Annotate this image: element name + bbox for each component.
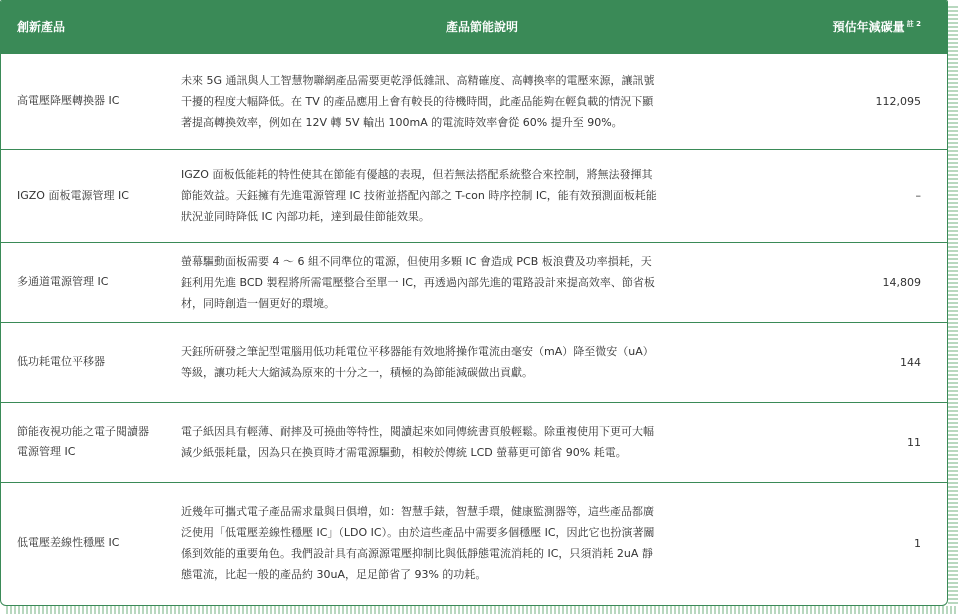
table-row	[1, 482, 947, 604]
row-description: 螢幕驅動面板需要 4 ～ 6 組不同準位的電源，但使用多顆 IC 會造成 PCB 板浪費及功率損耗，天鈺利用先進 BCD 製程將所需電壓整合至單一 IC，再透過內部先進的電路設計來提高效率、節省板材，同時創造一個更好的環境。	[167, 242, 797, 322]
row-reduction-value: –	[797, 149, 947, 242]
row-product-name: 低功耗電位平移器	[1, 322, 167, 402]
frame-shadow-bottom	[6, 606, 958, 614]
row-description: 電子紙因具有輕薄、耐摔及可撓曲等特性，閱讀起來如同傳統書頁般輕鬆。除重複使用下更可大幅減少紙張耗量，因為只在換頁時才需電源驅動，相較於傳統 LCD 螢幕更可節省 90% 耗電。	[167, 402, 797, 482]
table-row	[1, 149, 947, 242]
row-reduction-value: 1	[797, 482, 947, 604]
header-description: 產品節能說明	[445, 20, 518, 35]
table-header-row	[1, 1, 947, 53]
product-energy-table	[1, 1, 947, 604]
row-product-name: 多通道電源管理 IC	[1, 242, 167, 322]
table-row	[1, 53, 947, 149]
row-description: 未來 5G 通訊與人工智慧物聯網產品需要更乾淨低雜訊、高精確度、高轉換率的電壓來源，讓訊號干擾的程度大幅降低。在 TV 的產品應用上會有較長的待機時間，此產品能夠在輕負載的情況下顯著提高轉換效率，例如在 12V 轉 5V 輸出 100mA 的電流時效率會從 60% 提升至 90%。	[167, 53, 797, 149]
row-product-name: 低電壓差線性穩壓 IC	[1, 482, 167, 604]
table-row	[1, 322, 947, 402]
frame-shadow-right	[948, 6, 958, 612]
row-product-name: IGZO 面板電源管理 IC	[1, 149, 167, 242]
row-reduction-value: 112,095	[797, 53, 947, 149]
header-reduction-note: 註 2	[906, 20, 921, 29]
row-reduction-value: 14,809	[797, 242, 947, 322]
row-description: IGZO 面板低能耗的特性使其在節能有優越的表現，但若無法搭配系統整合來控制，將無法發揮其節能效益。天鈺擁有先進電源管理 IC 技術並搭配內部之 T-con 時序控制 IC，能有效預測面板耗能狀況並同時降低 IC 內部功耗，達到最佳節能效果。	[167, 149, 797, 242]
row-reduction-value: 11	[797, 402, 947, 482]
header-reduction-label: 預估年減碳量	[832, 20, 905, 35]
row-description: 近幾年可攜式電子產品需求量與日俱增，如：智慧手錶，智慧手環，健康監測器等，這些產品都廣泛使用「低電壓差線性穩壓 IC」（LDO IC）。由於這些產品中需要多個穩壓 IC，因此它也扮演著關係到效能的重要角色。我們設計具有高源源電壓抑制比與低靜態電流消耗的 IC，只須消耗 2uA 靜態電流，比起一般的產品約 30uA，足足節省了 93% 的功耗。	[167, 482, 797, 604]
table-row	[1, 402, 947, 482]
row-description: 天鈺所研發之筆記型電腦用低功耗電位平移器能有效地將操作電流由毫安（mA）降至微安（uA）等級，讓功耗大大縮減為原來的十分之一，積極的為節能減碳做出貢獻。	[167, 322, 797, 402]
row-reduction-value: 144	[797, 322, 947, 402]
header-product: 創新產品	[17, 20, 66, 35]
row-product-name: 高電壓降壓轉換器 IC	[1, 53, 167, 149]
row-product-name: 節能夜視功能之電子閱讀器電源管理 IC	[1, 402, 167, 482]
table-row	[1, 242, 947, 322]
header-reduction	[797, 1, 947, 53]
